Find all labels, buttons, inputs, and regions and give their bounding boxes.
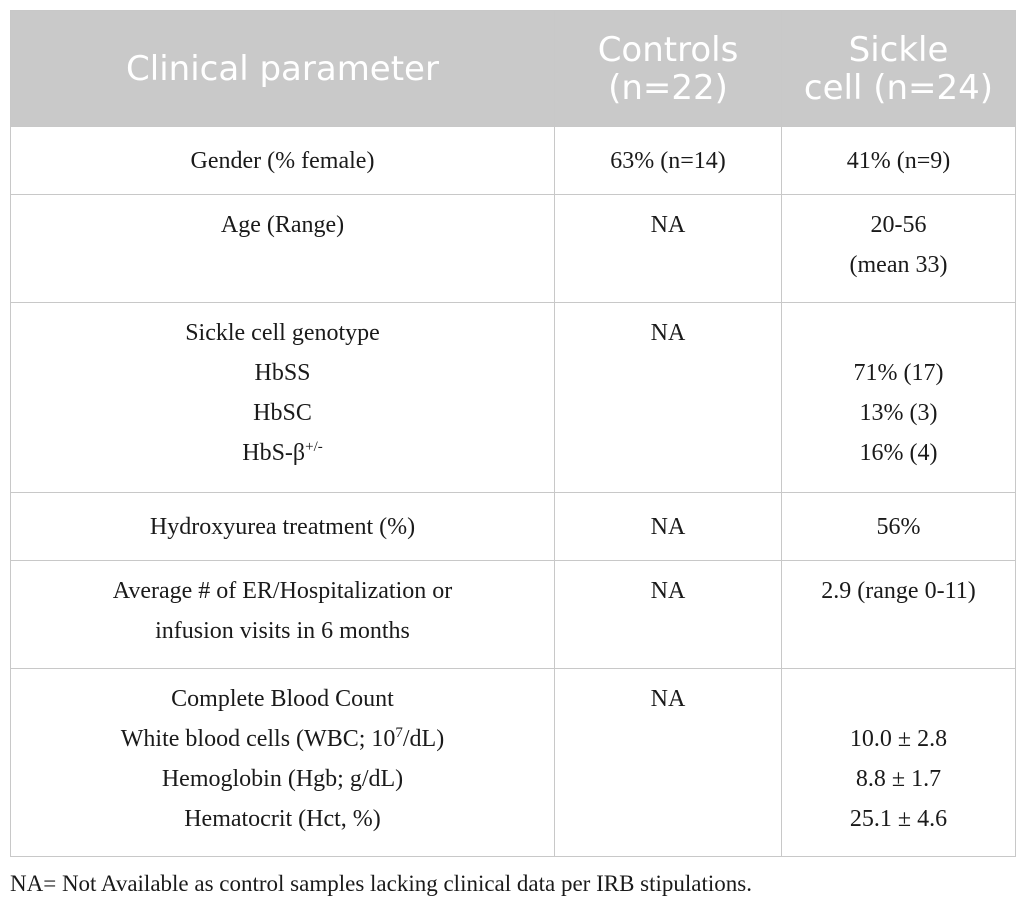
cell-parameter: Sickle cell genotype HbSS HbSC HbS-β+/- — [11, 303, 555, 493]
header-controls — [555, 11, 782, 127]
cell-parameter: Gender (% female) — [11, 127, 555, 195]
header-sickle-cell — [782, 11, 1016, 127]
header-line: Sickle — [848, 29, 949, 70]
table-row — [11, 669, 1016, 857]
table-row — [11, 195, 1016, 303]
table-container — [10, 10, 1015, 897]
cell-controls: NA — [555, 669, 782, 857]
clinical-parameters-table — [10, 10, 1016, 857]
table-row — [11, 561, 1016, 669]
cell-parameter: Complete Blood Count White blood cells (WBC; $10^7/dL$) Hemoglobin (Hgb; g/dL) Hematocrit (Hct, %) — [11, 669, 555, 857]
cell-controls: NA — [555, 493, 782, 561]
table-row — [11, 127, 1016, 195]
cell-controls: NA — [555, 195, 782, 303]
header-clinical-parameter: Clinical parameter — [11, 11, 555, 127]
cell-sickle: 20-56 (mean 33) — [782, 195, 1016, 303]
table-row — [11, 493, 1016, 561]
cell-sickle: 10.0 ± 2.8 8.8 ± 1.7 25.1 ± 4.6 — [782, 669, 1016, 857]
header-line: cell (n=24) — [803, 67, 994, 108]
cell-sickle: 56% — [782, 493, 1016, 561]
cell-sickle: 41% (n=9) — [782, 127, 1016, 195]
cell-sickle: 2.9 (range 0-11) — [782, 561, 1016, 669]
cell-parameter: Average # of ER/Hospitalization or infusion visits in 6 months — [11, 561, 555, 669]
header-line: Controls — [597, 29, 739, 70]
cell-parameter: Hydroxyurea treatment (%) — [11, 493, 555, 561]
cell-controls: NA — [555, 303, 782, 493]
cell-sickle: 71% (17) 13% (3) 16% (4) — [782, 303, 1016, 493]
header-line: (n=22) — [608, 67, 728, 108]
table-row — [11, 303, 1016, 493]
cell-controls: 63% (n=14) — [555, 127, 782, 195]
table-footnote: NA= Not Available as control samples lacking clinical data per IRB stipulations. — [10, 871, 752, 896]
cell-parameter: Age (Range) — [11, 195, 555, 303]
header-row — [11, 11, 1016, 127]
cell-controls: NA — [555, 561, 782, 669]
